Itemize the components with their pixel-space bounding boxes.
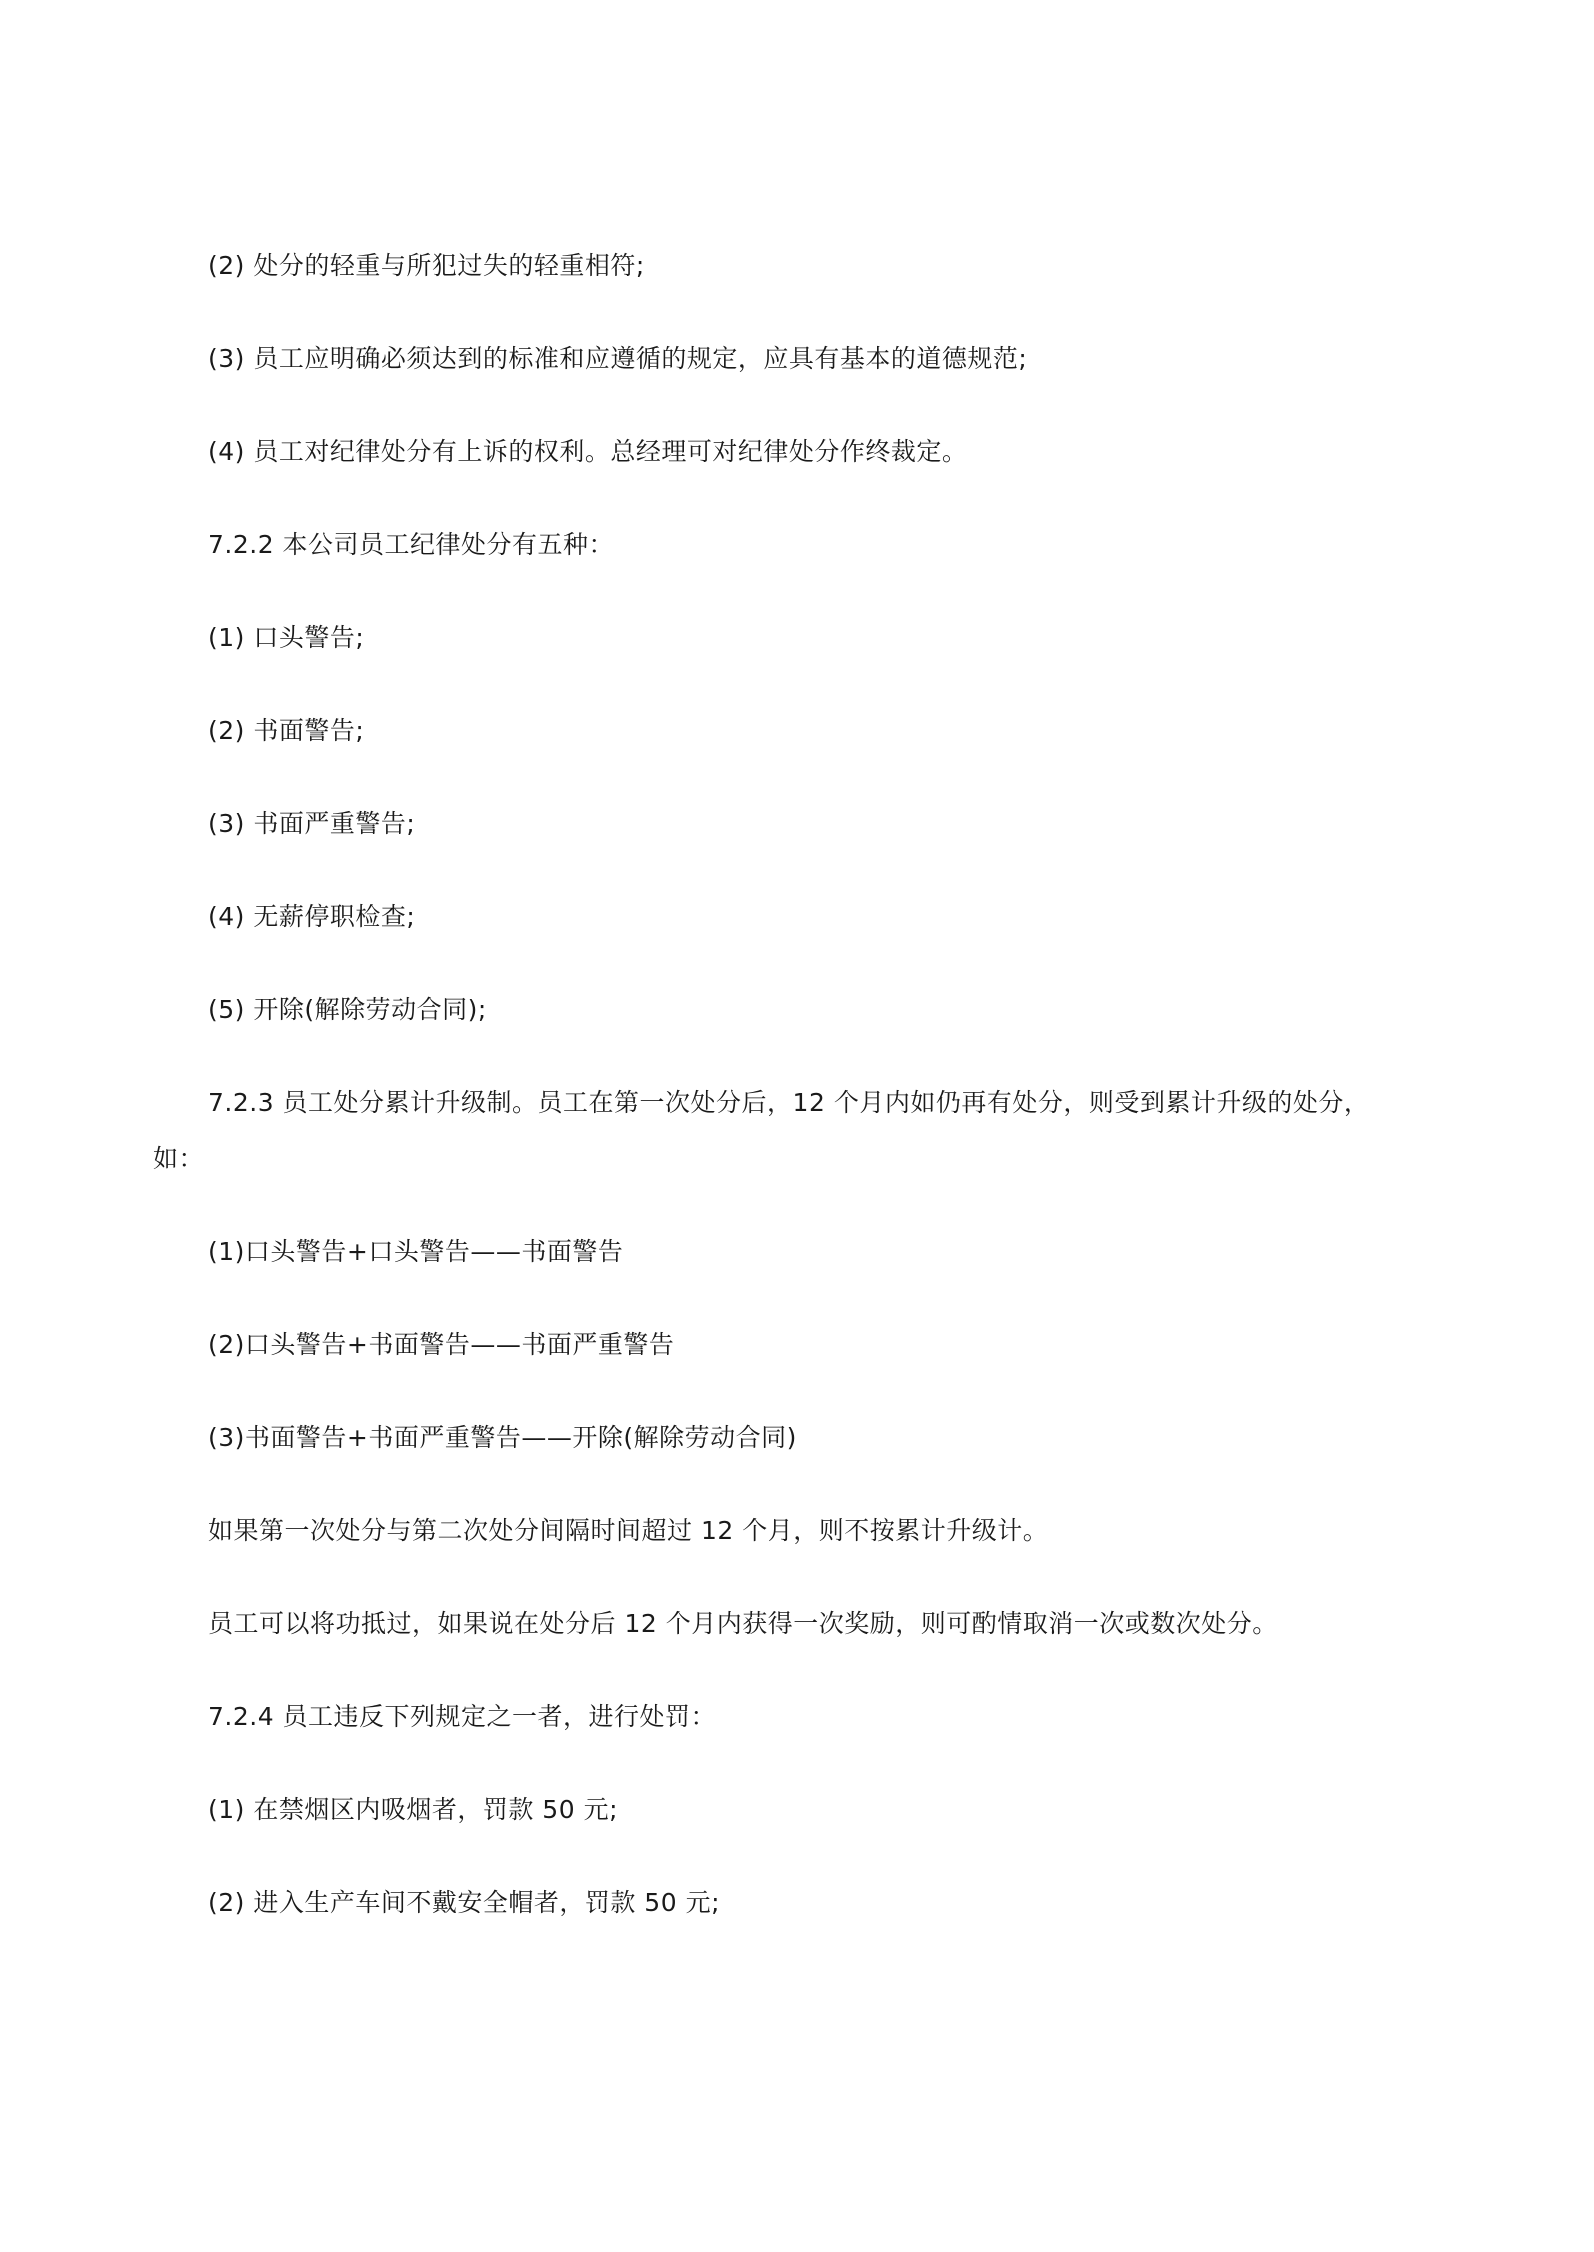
section-7-2-3-continuation: 如： [153, 1144, 205, 1173]
list-item-written-warning: (2) 书面警告; [208, 716, 365, 745]
escalation-rule-1: (1)口头警告+口头警告——书面警告 [208, 1237, 624, 1266]
list-item-oral-warning: (1) 口头警告; [208, 623, 365, 652]
list-item-serious-written-warning: (3) 书面严重警告; [208, 809, 416, 838]
paragraph-principle-4: (4) 员工对纪律处分有上诉的权利。总经理可对纪律处分作终裁定。 [208, 437, 968, 466]
list-item-unpaid-suspension: (4) 无薪停职检查; [208, 902, 416, 931]
paragraph-interval-rule: 如果第一次处分与第二次处分间隔时间超过 12 个月，则不按累计升级计。 [208, 1516, 1049, 1545]
escalation-rule-3: (3)书面警告+书面严重警告——开除(解除劳动合同) [208, 1423, 797, 1452]
escalation-rule-2: (2)口头警告+书面警告——书面严重警告 [208, 1330, 675, 1359]
list-item-dismissal: (5) 开除(解除劳动合同); [208, 995, 487, 1024]
paragraph-offset-rule: 员工可以将功抵过，如果说在处分后 12 个月内获得一次奖励，则可酌情取消一次或数次处分。 [208, 1609, 1278, 1638]
penalty-item-smoking: (1) 在禁烟区内吸烟者，罚款 50 元; [208, 1795, 618, 1824]
paragraph-principle-3: (3) 员工应明确必须达到的标准和应遵循的规定，应具有基本的道德规范; [208, 344, 1028, 373]
penalty-item-safety-helmet: (2) 进入生产车间不戴安全帽者，罚款 50 元; [208, 1888, 720, 1917]
section-heading-7-2-3: 7.2.3 员工处分累计升级制。员工在第一次处分后，12 个月内如仍再有处分，则受到累计升级的处分， [208, 1088, 1370, 1117]
section-heading-7-2-2: 7.2.2 本公司员工纪律处分有五种： [208, 530, 615, 559]
paragraph-principle-2: (2) 处分的轻重与所犯过失的轻重相符; [208, 251, 645, 280]
section-heading-7-2-4: 7.2.4 员工违反下列规定之一者，进行处罚： [208, 1702, 717, 1731]
